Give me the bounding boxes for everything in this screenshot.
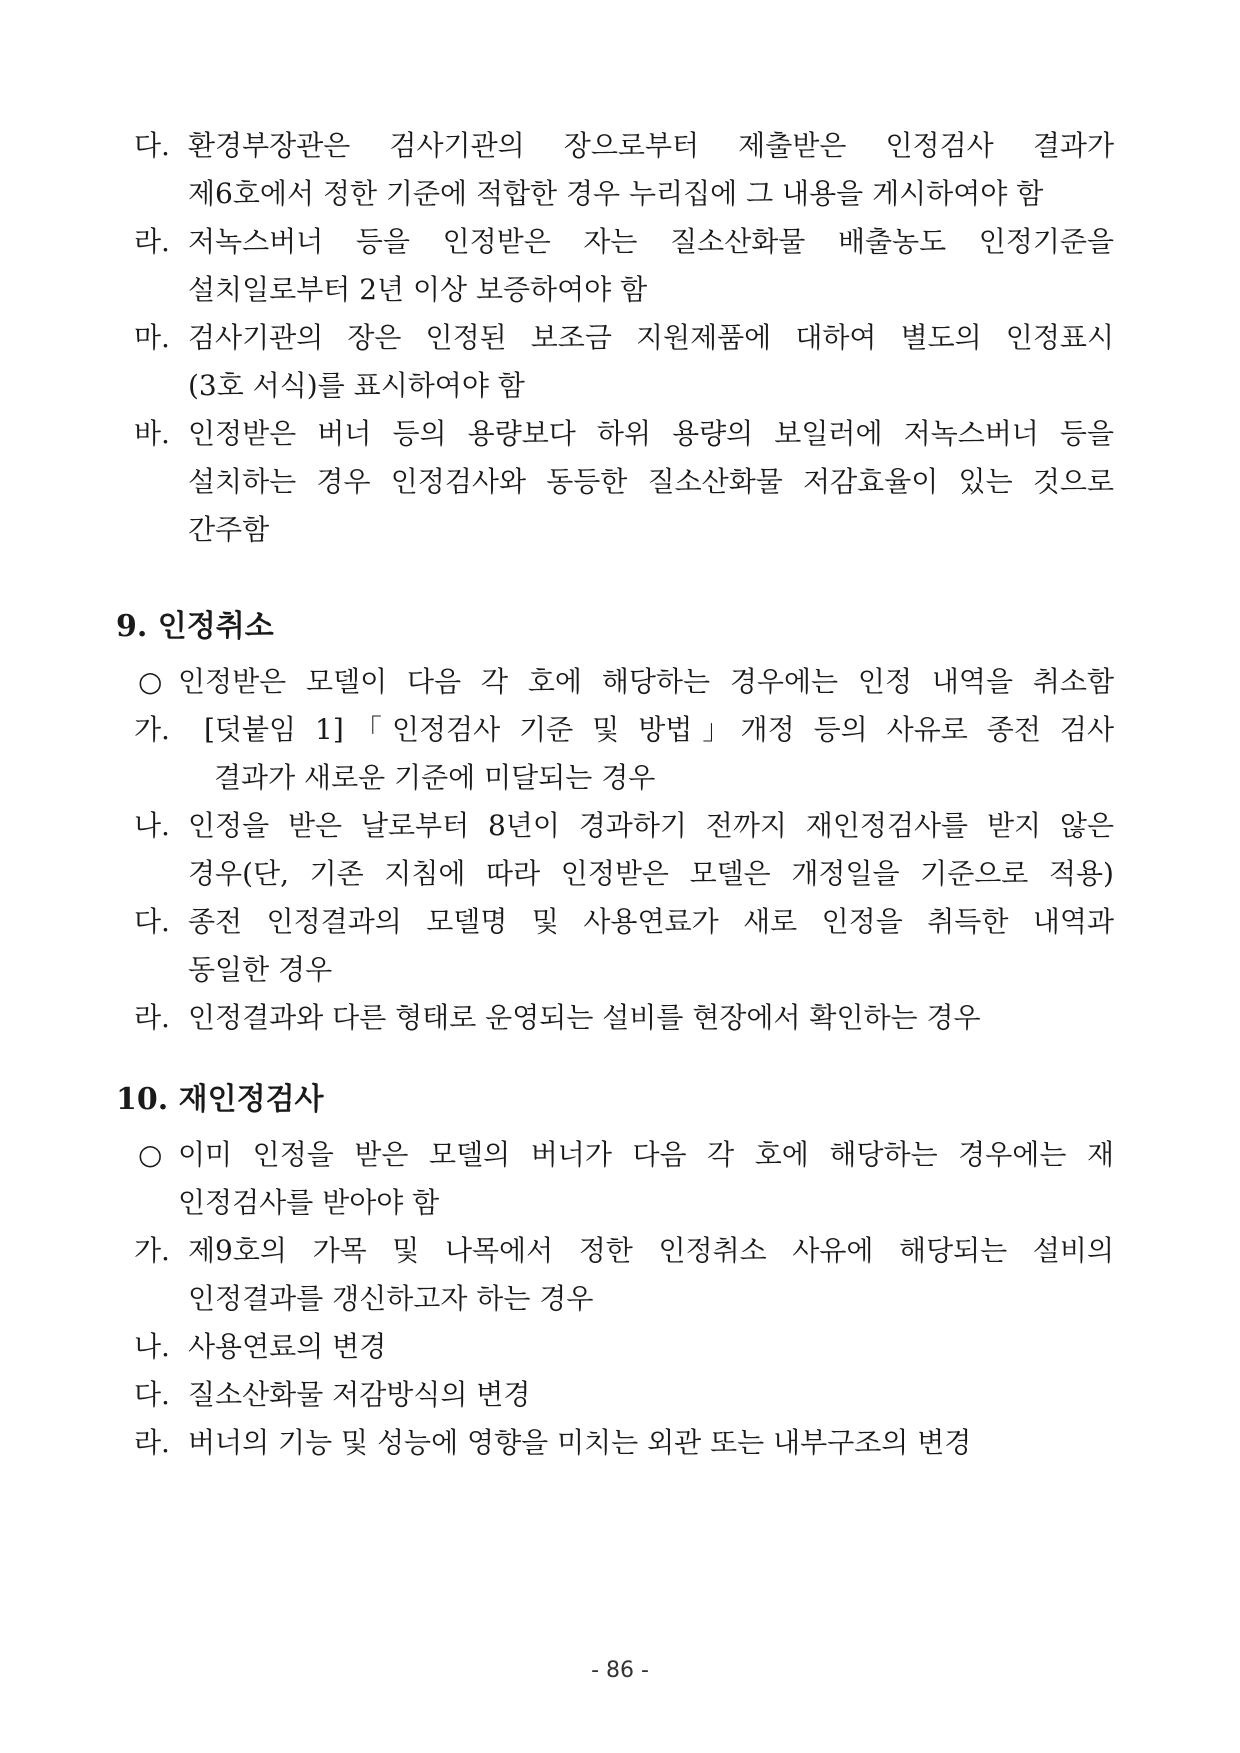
list-item-text: 저녹스버너 등을 인정받은 자는 질소산화물 배출농도 인정기준을	[188, 225, 1114, 258]
section8-list	[134, 122, 1114, 554]
list-item-text: 간주함	[188, 513, 270, 546]
list-item-continuation	[134, 1275, 1114, 1323]
list-item	[134, 1227, 1114, 1275]
circle-bullet: ○	[138, 1138, 163, 1171]
list-item-text: 사용연료의 변경	[188, 1330, 387, 1363]
list-item-continuation	[134, 850, 1114, 898]
list-item-continuation	[134, 362, 1114, 410]
section10-list	[134, 1131, 1114, 1467]
list-item-text: 인정결과와 다른 형태로 운영되는 설비를 현장에서 확인하는 경우	[188, 1001, 981, 1034]
list-marker: 마.	[134, 321, 170, 354]
list-item-text: 종전 인정결과의 모델명 및 사용연료가 새로 인정을 취득한 내역과	[188, 905, 1114, 938]
list-marker: 나.	[134, 1330, 170, 1363]
list-item-text: 동일한 경우	[188, 953, 333, 986]
list-item-text: 결과가 새로운 기준에 미달되는 경우	[214, 761, 656, 794]
list-item-text: 경우(단, 기존 지침에 따라 인정받은 모델은 개정일을 기준으로 적용)	[188, 857, 1114, 890]
intro-continuation	[134, 1179, 1114, 1227]
list-item-text: 검사기관의 장은 인정된 보조금 지원제품에 대하여 별도의 인정표시	[188, 321, 1114, 354]
list-marker: 라.	[134, 225, 170, 258]
section9-list	[134, 658, 1114, 1042]
intro-text: 인정검사를 받아야 함	[178, 1186, 440, 1219]
list-item-text: (3호 서식)를 표시하여야 함	[188, 369, 525, 402]
page-number: - 86 -	[591, 1658, 649, 1683]
list-item-text: 질소산화물 저감방식의 변경	[188, 1378, 531, 1411]
section-heading: 9. 인정취소	[116, 609, 274, 644]
list-item	[134, 410, 1114, 458]
list-item	[134, 1419, 1114, 1467]
intro-item	[134, 658, 1114, 706]
list-item	[134, 122, 1114, 170]
list-item	[134, 314, 1114, 362]
list-marker: 다.	[134, 1378, 170, 1411]
list-item-continuation	[134, 506, 1114, 554]
circle-bullet: ○	[138, 665, 163, 698]
list-marker: 바.	[134, 417, 170, 450]
list-item	[134, 218, 1114, 266]
list-item	[134, 802, 1114, 850]
list-item	[134, 994, 1114, 1042]
list-item-continuation	[134, 754, 1114, 802]
intro-text: 인정받은 모델이 다음 각 호에 해당하는 경우에는 인정 내역을 취소함	[178, 665, 1114, 698]
intro-item	[134, 1131, 1114, 1179]
list-item-continuation	[134, 170, 1114, 218]
list-item-continuation	[134, 946, 1114, 994]
list-item-text: 환경부장관은 검사기관의 장으로부터 제출받은 인정검사 결과가	[188, 129, 1114, 162]
list-item-continuation	[134, 266, 1114, 314]
list-item-text: 제9호의 가목 및 나목에서 정한 인정취소 사유에 해당되는 설비의	[188, 1234, 1114, 1267]
list-marker: 라.	[134, 1001, 170, 1034]
list-item-text: 설치일로부터 2년 이상 보증하여야 함	[188, 273, 648, 306]
list-item	[134, 1323, 1114, 1371]
list-item	[134, 898, 1114, 946]
list-marker: 다.	[134, 905, 170, 938]
list-item-text: 버너의 기능 및 성능에 영향을 미치는 외관 또는 내부구조의 변경	[188, 1426, 972, 1459]
list-marker: 라.	[134, 1426, 170, 1459]
list-marker: 가.	[134, 713, 170, 746]
list-item-text: 인정을 받은 날로부터 8년이 경과하기 전까지 재인정검사를 받지 않은	[188, 809, 1114, 842]
list-marker: 다.	[134, 129, 170, 162]
list-item-text: [덧붙임 1]「인정검사 기준 및 방법」개정 등의 사유로 종전 검사	[204, 713, 1114, 746]
list-item-text: 인정결과를 갱신하고자 하는 경우	[188, 1282, 594, 1315]
list-item-text: 설치하는 경우 인정검사와 동등한 질소산화물 저감효율이 있는 것으로	[188, 465, 1114, 498]
intro-text: 이미 인정을 받은 모델의 버너가 다음 각 호에 해당하는 경우에는 재	[178, 1138, 1114, 1171]
section-heading: 10. 재인정검사	[116, 1082, 324, 1117]
list-item-text: 제6호에서 정한 기준에 적합한 경우 누리집에 그 내용을 게시하여야 함	[188, 177, 1044, 210]
list-item-continuation	[134, 458, 1114, 506]
list-marker: 나.	[134, 809, 170, 842]
list-item-text: 인정받은 버너 등의 용량보다 하위 용량의 보일러에 저녹스버너 등을	[188, 417, 1114, 450]
list-item	[134, 706, 1114, 754]
list-item	[134, 1371, 1114, 1419]
list-marker: 가.	[134, 1234, 170, 1267]
